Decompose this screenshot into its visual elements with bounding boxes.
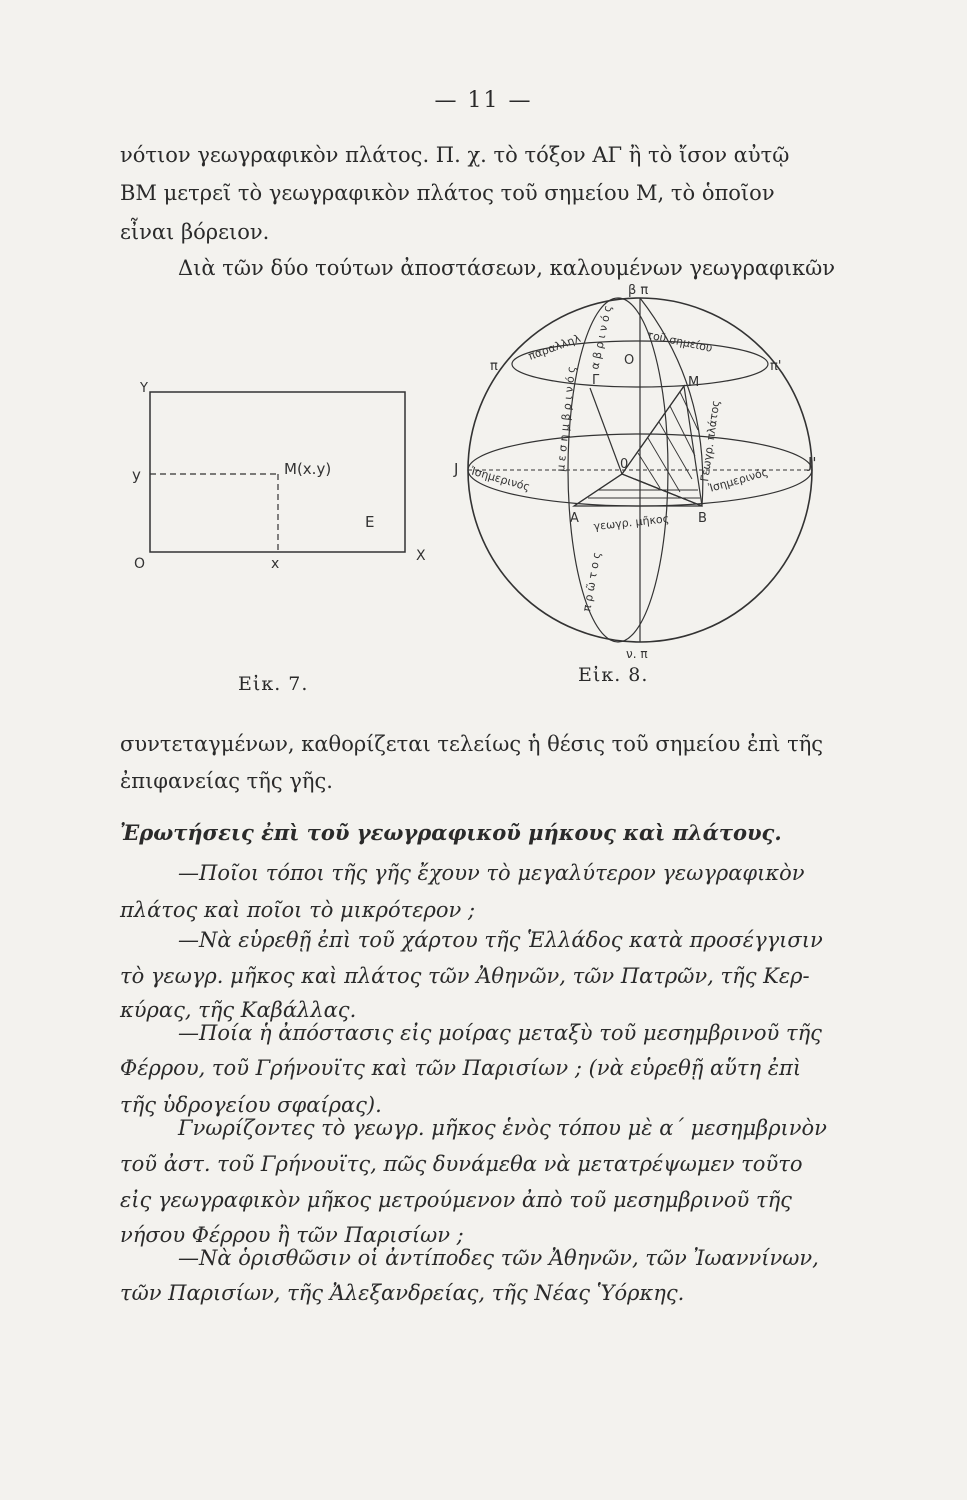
figure-7 (120, 370, 450, 600)
question-line: —Νὰ ὁρισθῶσιν οἱ ἀντίποδες τῶν Ἀθηνῶν, τῶν Ἰωαννίνων, (178, 1246, 819, 1270)
text-line: συντεταγμένων, καθορίζεται τελείως ἡ θέσις τοῦ σημείου ἐπὶ τῆς (120, 732, 824, 756)
question-line: τοῦ ἀστ. τοῦ Γρήνουϊτς, πῶς δυνάμεθα νὰ μετατρέψωμεν τοῦτο (120, 1152, 803, 1176)
question-line: —Νὰ εὑρεθῇ ἐπὶ τοῦ χάρτου τῆς Ἑλλάδος κατὰ προσέγγισιν (178, 928, 823, 952)
fig7-label-origin: Ο (134, 556, 146, 572)
figure-8 (448, 278, 838, 668)
question-line: τῆς ὑδρογείου σφαίρας). (120, 1093, 382, 1117)
fig8-label-parallel-of-point: τοῦ σημείου (645, 328, 714, 355)
page-number: — 11 — (434, 88, 533, 113)
question-line: τὸ γεωγρ. μῆκος καὶ πλάτος τῶν Ἀθηνῶν, τῶν Πατρῶν, τῆς Κερ- (120, 964, 810, 988)
fig7-label-point: Μ(x.y) (284, 460, 332, 478)
fig8-label-first-meridian: π ρ ῶ τ ο ς (580, 551, 604, 613)
fig7-label-e: Ε (365, 513, 375, 531)
fig8-radius-gamma (590, 388, 622, 474)
fig8-label-pi-right: π' (770, 359, 782, 374)
question-line: εἰς γεωγραφικὸν μῆκος μετρούμενον ἀπὸ τοῦ μεσημβρινοῦ τῆς (120, 1188, 792, 1212)
fig8-label-gamma: Γ (592, 373, 600, 388)
fig8-label-south-pole: ν. π (626, 647, 648, 661)
fig8-label-meridian-top: α β ρ ι ν ό ς (588, 304, 615, 371)
fig7-label-y-tick: y (132, 466, 141, 484)
fig8-label-j-left: J (454, 460, 459, 478)
text-line: ΒΜ μετρεῖ τὸ γεωγραφικὸν πλάτος τοῦ σημείου Μ, τὸ ὁποῖον (120, 181, 775, 205)
question-line: Γνωρίζοντες τὸ γεωγρ. μῆκος ἑνὸς τόπου μὲ α΄ μεσημβρινὸν (178, 1116, 827, 1140)
question-line: κύρας, τῆς Καβάλλας. (120, 998, 357, 1022)
fig8-label-equator-left: Ἰσημερινός (469, 464, 532, 494)
fig7-label-y-axis: Υ (140, 381, 148, 396)
fig7-caption: Εἰκ. 7. (238, 673, 309, 695)
fig8-label-parallel: παραλληλ (526, 331, 583, 363)
question-line: Φέρρου, τοῦ Γρήνουϊτς καὶ τῶν Παρισίων ; (νὰ εὑρεθῇ αὕτη ἐπὶ (120, 1056, 802, 1080)
fig8-label-geo-longitude: γεωγρ. μῆκος (592, 512, 670, 533)
question-line: νήσου Φέρρου ἢ τῶν Παρισίων ; (120, 1223, 464, 1247)
fig8-label-j-right: J' (808, 454, 817, 472)
fig8-label-b: Β (698, 511, 707, 526)
fig7-label-x-axis: Χ (416, 548, 426, 564)
fig7-label-x-tick: x (271, 556, 280, 572)
fig8-label-m: Μ (688, 375, 700, 390)
text-line: εἶναι βόρειον. (120, 220, 270, 244)
fig8-caption: Εἰκ. 8. (578, 664, 649, 686)
text-line: νότιον γεωγραφικὸν πλάτος. Π. χ. τὸ τόξον ΑΓ ἢ τὸ ἴσον αὐτῷ (120, 143, 790, 167)
question-line: —Ποῖοι τόποι τῆς γῆς ἔχουν τὸ μεγαλύτερον γεωγραφικὸν (178, 861, 805, 885)
text-line: Διὰ τῶν δύο τούτων ἀποστάσεων, καλουμένων γεωγραφικῶν (178, 256, 836, 280)
fig8-label-equator-right: Ἰσημερινός (707, 465, 770, 495)
questions-heading: Ἐρωτήσεις ἐπὶ τοῦ γεωγραφικοῦ μήκους καὶ πλάτους. (120, 820, 782, 845)
fig8-label-meridian: μ ε σ η μ β ρ ι ν ό ς (554, 365, 579, 473)
fig8-label-o-center: 0 (620, 457, 629, 472)
fig8-label-o-top: Ο (624, 353, 635, 368)
question-line: πλάτος καὶ ποῖοι τὸ μικρότερον ; (120, 898, 476, 922)
fig8-label-pi-left: π (490, 359, 498, 374)
question-line: τῶν Παρισίων, τῆς Ἀλεξανδρείας, τῆς Νέας Ὑόρκης. (120, 1281, 685, 1305)
question-line: —Ποία ἡ ἀπόστασις εἰς μοίρας μεταξὺ τοῦ μεσημβρινοῦ τῆς (178, 1021, 822, 1045)
fig8-longitude-hatching (588, 490, 700, 498)
fig8-label-a: Α (570, 511, 579, 526)
text-line: ἐπιφανείας τῆς γῆς. (120, 769, 333, 793)
fig8-label-geo-latitude: Γεωγρ. πλάτος (698, 399, 723, 483)
fig8-label-north-pole: β π (628, 283, 649, 298)
